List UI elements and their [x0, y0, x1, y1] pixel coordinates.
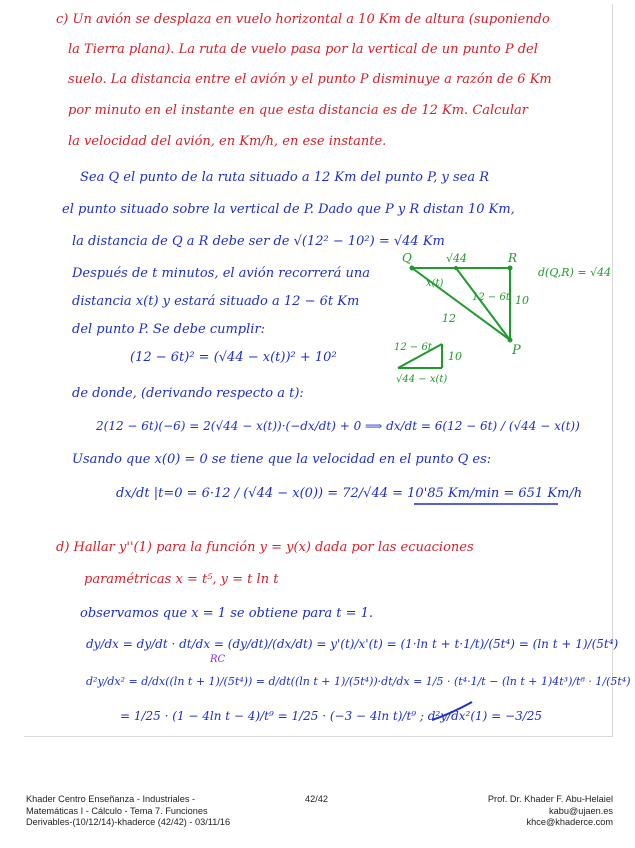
handwritten-line: Usando que x(0) = 0 se tiene que la velocidad en el punto Q es:	[72, 452, 492, 467]
handwritten-equation: = 1/25 · (1 − 4ln t − 4)/t⁹ = 1/25 · (−3 − 4ln t)/t⁹ ; d²y/dx²(1) = −3/25	[120, 709, 543, 723]
footer-line: Derivables-(10/12/14)-khaderce (42/42) - 03/11/16	[26, 817, 231, 827]
distance-note: d(Q,R) = √44	[538, 266, 612, 279]
handwritten-line: la distancia de Q a R debe ser de √(12² − 10²) = √44 Km	[72, 234, 445, 249]
label-root44: √44	[446, 252, 468, 265]
handwritten-equation: d²y/dx² = d/dx((ln t + 1)/(5t⁴)) = d/dt((ln t + 1)/(5t⁴))·dt/dx = 1/5 · (t⁴·1/t − (ln t + 1)4t³)/t⁸ · 1/(5t⁴)	[86, 675, 631, 688]
result-underline	[412, 498, 562, 510]
handwritten-line: de donde, (derivando respecto a t):	[72, 386, 304, 401]
handwritten-line: Después de t minutos, el avión recorrerá una	[72, 266, 370, 281]
handwritten-line: el punto situado sobre la vertical de P. Dado que P y R distan 10 Km,	[62, 202, 515, 217]
label-r: R	[508, 251, 518, 265]
footer-email-link[interactable]: khce@khaderce.com	[526, 817, 613, 827]
handwritten-line: d) Hallar y''(1) para la función y = y(x) dada por las ecuaciones	[56, 540, 474, 555]
label-hyp: 12 − 6t	[472, 292, 510, 303]
handwritten-line: paramétricas x = t⁵, y = t ln t	[84, 572, 279, 587]
handwritten-line: Sea Q el punto de la ruta situado a 12 Km del punto P, y sea R	[80, 170, 490, 185]
handwritten-line: distancia x(t) y estará situado a 12 − 6t Km	[72, 294, 360, 309]
footer-left	[26, 794, 230, 829]
handwritten-equation: (12 − 6t)² = (√44 − x(t))² + 10²	[130, 350, 337, 365]
footer-line: Khader Centro Enseñanza - Industriales -	[26, 794, 196, 804]
footer-right	[488, 794, 613, 829]
label-twelve: 12	[442, 312, 456, 325]
footer-line: Matemáticas I - Cálculo - Tema 7. Funciones	[26, 805, 208, 816]
final-checkmark	[430, 700, 474, 724]
footer-page-number: 42/42	[305, 794, 328, 804]
small-leg: 10	[448, 350, 462, 363]
label-p: P	[512, 343, 521, 358]
label-xt: x(t)	[426, 278, 444, 289]
label-ten: 10	[515, 294, 529, 307]
handwritten-line: suelo. La distancia entre el avión y el punto P disminuye a razón de 6 Km	[68, 72, 552, 87]
small-hyp: 12 − 6t	[394, 342, 432, 353]
margin-note: RC	[210, 654, 226, 665]
handwritten-equation: dy/dx = dy/dt · dt/dx = (dy/dt)/(dx/dt) = y'(t)/x'(t) = (1·ln t + t·1/t)/(5t⁴) = (ln t + 1)/(5t⁴)	[86, 637, 619, 651]
handwritten-line: observamos que x = 1 se obtiene para t = 1.	[80, 606, 374, 621]
small-triangle	[390, 330, 510, 388]
handwritten-line: la velocidad del avión, en Km/h, en ese instante.	[68, 134, 387, 149]
label-q: Q	[402, 251, 412, 265]
handwritten-equation: 2(12 − 6t)(−6) = 2(√44 − x(t))·(−dx/dt) + 0 ⟹ dx/dt = 6(12 − 6t) / (√44 − x(t))	[96, 419, 580, 433]
handwritten-line: la Tierra plana). La ruta de vuelo pasa por la vertical de un punto P del	[68, 42, 538, 57]
handwritten-line: por minuto en el instante en que esta distancia es de 12 Km. Calcular	[68, 103, 528, 118]
handwritten-result: dx/dt |t=0 = 6·12 / (√44 − x(0)) = 72/√44 = 10'85 Km/min = 651 Km/h	[116, 486, 583, 501]
handwritten-line: del punto P. Se debe cumplir:	[72, 322, 266, 337]
footer-email-link[interactable]: kabu@ujaen.es	[549, 805, 613, 816]
footer-author: Prof. Dr. Khader F. Abu-Helaiel	[487, 794, 613, 804]
small-base: √44 − x(t)	[396, 374, 448, 385]
handwritten-line: c) Un avión se desplaza en vuelo horizontal a 10 Km de altura (suponiendo	[56, 12, 550, 27]
